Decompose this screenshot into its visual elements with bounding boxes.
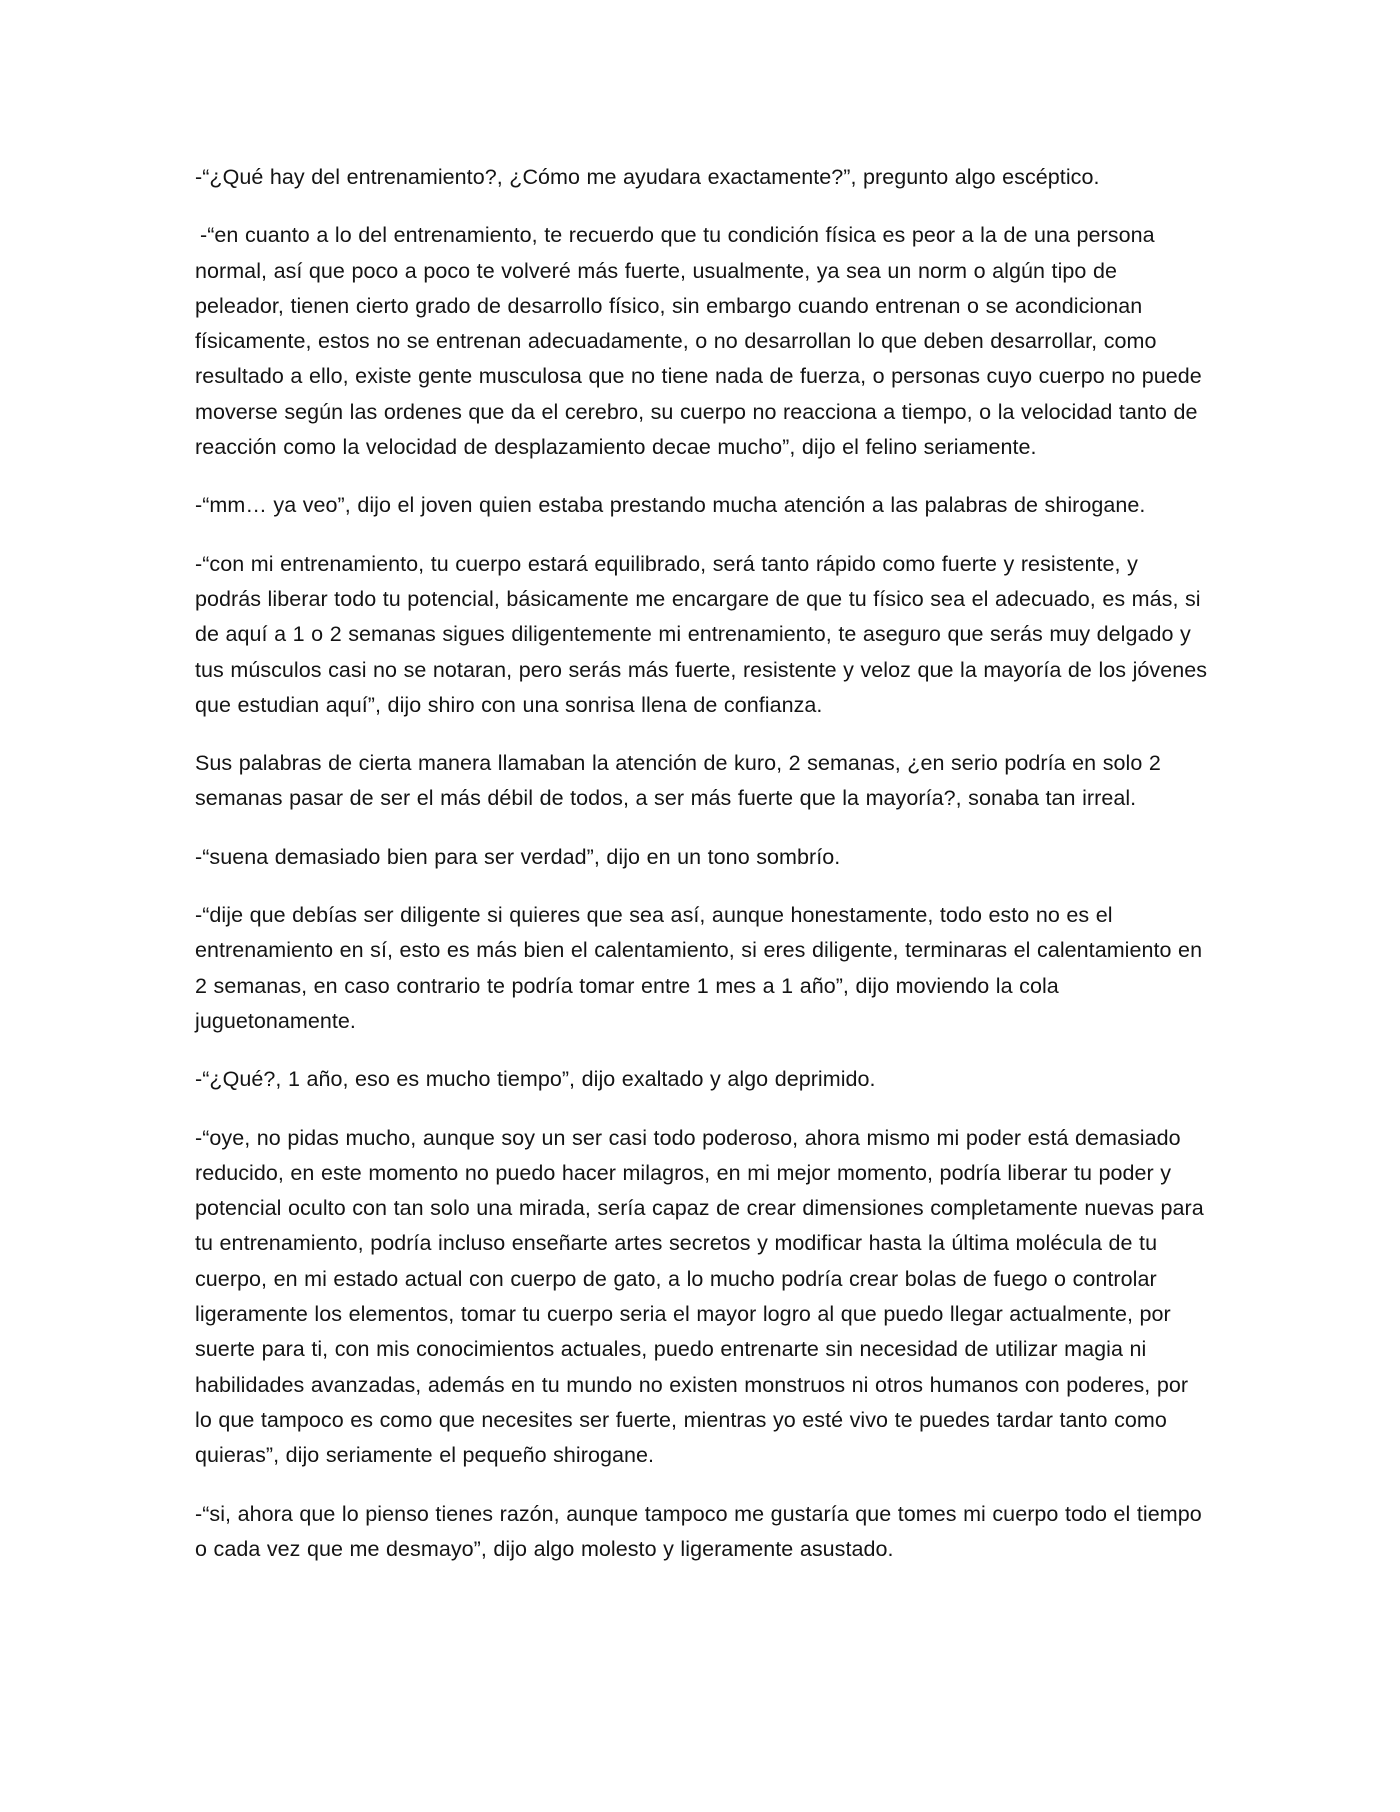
paragraph-6: -“suena demasiado bien para ser verdad”, dijo en un tono sombrío. xyxy=(195,844,841,869)
paragraph-1: -“¿Qué hay del entrenamiento?, ¿Cómo me ayudara exactamente?”, pregunto algo escéptico. xyxy=(195,165,1100,189)
paragraph-10: -“si, ahora que lo pienso tienes razón, aunque tampoco me gustaría que tomes mi cuerpo todo el tiempo o cada vez que me desmayo”, dijo algo molesto y ligeramente asustado. xyxy=(195,1501,1202,1561)
paragraph-2: -“en cuanto a lo del entrenamiento, te recuerdo que tu condición física es peor a la de una persona normal, así que poco a poco te volveré más fuerte, usualmente, ya sea un norm o algún tipo de peleador, tienen cierto grado de desarrollo físico, sin embargo cuando entrenan o se acondicionan físicamente, estos no se entrenan adecuadamente, o no desarrollan lo que deben desarrollar, como resultado a ello, existe gente musculosa que no tiene nada de fuerza, o personas cuyo cuerpo no puede moverse según las ordenes que da el cerebro, su cuerpo no reacciona a tiempo, o la velocidad tanto de reacción como la velocidad de desplazamiento decae mucho”, dijo el felino seriamente. xyxy=(195,223,1202,460)
paragraph-4: -“con mi entrenamiento, tu cuerpo estará equilibrado, será tanto rápido como fuerte y resistente, y podrás liberar todo tu potencial, básicamente me encargare de que tu físico sea el adecuado, es más, si de aquí a 1 o 2 semanas sigues diligentemente mi entrenamiento, te aseguro que serás muy delgado y tus músculos casi no se notaran, pero serás más fuerte, resistente y veloz que la mayoría de los jóvenes que estudian aquí”, dijo shiro con una sonrisa llena de confianza. xyxy=(195,551,1208,717)
paragraph-7: -“dije que debías ser diligente si quieres que sea así, aunque honestamente, todo esto no es el entrenamiento en sí, esto es más bien el calentamiento, si eres diligente, terminaras el calentamiento en 2 semanas, en caso contrario te podría tomar entre 1 mes a 1 año”, dijo moviendo la cola juguetonamente. xyxy=(195,903,1203,1033)
paragraph-9: -“oye, no pidas mucho, aunque soy un ser casi todo poderoso, ahora mismo mi poder está demasiado reducido, en este momento no puedo hacer milagros, en mi mejor momento, podría liberar tu poder y potencial oculto con tan solo una mirada, sería capaz de crear dimensiones completamente nuevas para tu entrenamiento, podría incluso enseñarte artes secretos y modificar hasta la última molécula de tu cuerpo, en mi estado actual con cuerpo de gato, a lo mucho podría crear bolas de fuego o controlar ligeramente los elementos, tomar tu cuerpo seria el mayor logro al que puedo llegar actualmente, por suerte para ti, con mis conocimientos actuales, puedo entrenarte sin necesidad de utilizar magia ni habilidades avanzadas, además en tu mundo no existen monstruos ni otros humanos con poderes, por lo que tampoco es como que necesites ser fuerte, mientras yo esté vivo te puedes tardar tanto como quieras”, dijo seriamente el pequeño shirogane. xyxy=(195,1125,1204,1468)
paragraph-5: Sus palabras de cierta manera llamaban la atención de kuro, 2 semanas, ¿en serio podría en solo 2 semanas pasar de ser el más débil de todos, a ser más fuerte que la mayoría?, sonaba tan irreal. xyxy=(195,751,1161,811)
paragraph-8: -“¿Qué?, 1 año, eso es mucho tiempo”, dijo exaltado y algo deprimido. xyxy=(195,1067,876,1092)
paragraph-3: -“mm… ya veo”, dijo el joven quien estaba prestando mucha atención a las palabras de shirogane. xyxy=(195,493,1146,518)
